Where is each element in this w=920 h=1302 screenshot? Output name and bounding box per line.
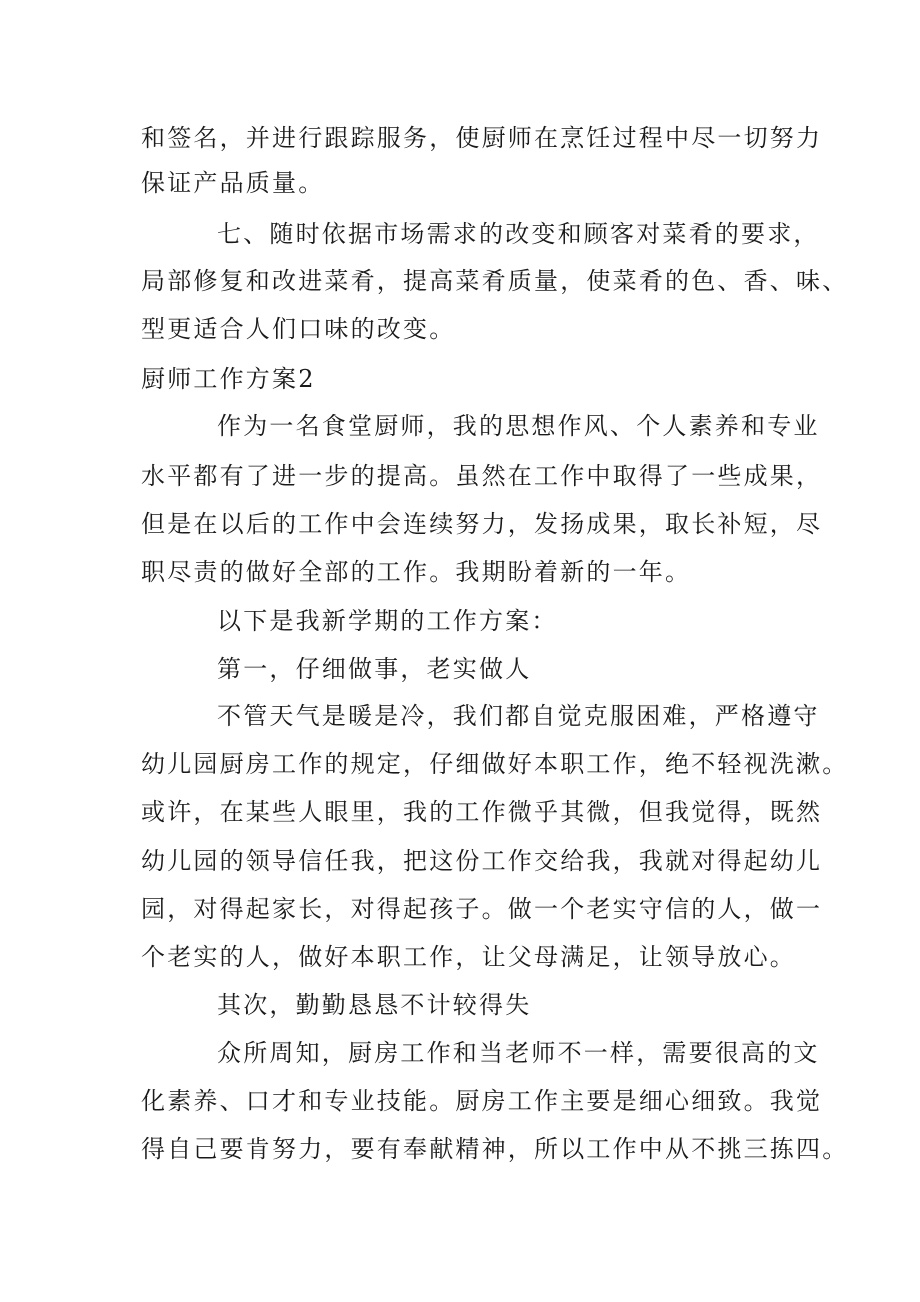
body-text-line: 不管天气是暖是冷，我们都自觉克服困难，严格遵守 xyxy=(217,702,820,730)
section-heading: 厨师工作方案2 xyxy=(141,365,316,393)
body-text-line: 和签名，并进行跟踪服务，使厨师在烹饪过程中尽一切努力 xyxy=(141,124,823,152)
body-text-line: 七、随时依据市场需求的改变和顾客对菜肴的要求， xyxy=(217,220,820,248)
body-text-line: 得自己要肯努力，要有奉献精神，所以工作中从不挑三拣四。 xyxy=(141,1135,849,1163)
body-text-line: 或许，在某些人眼里，我的工作微乎其微，但我觉得，既然 xyxy=(141,798,823,826)
body-text-line: 众所周知，厨房工作和当老师不一样，需要很高的文 xyxy=(217,1039,820,1067)
body-text-line: 幼儿园的领导信任我，把这份工作交给我，我就对得起幼儿 xyxy=(141,847,823,875)
body-text-line: 幼儿园厨房工作的规定，仔细做好本职工作，绝不轻视洗漱。 xyxy=(141,750,849,778)
body-text-line: 水平都有了进一步的提高。虽然在工作中取得了一些成果， xyxy=(141,462,823,490)
body-text-line: 局部修复和改进菜肴，提高菜肴质量，使菜肴的色、香、味、 xyxy=(141,267,849,295)
body-text-line: 型更适合人们口味的改变。 xyxy=(141,315,456,343)
body-text-line: 化素养、口才和专业技能。厨房工作主要是细心细致。我觉 xyxy=(141,1087,823,1115)
body-text-line: 但是在以后的工作中会连续努力，发扬成果，取长补短，尽 xyxy=(141,510,823,538)
body-text-line: 其次，勤勤恳恳不计较得失 xyxy=(217,991,532,1019)
body-text-line: 园，对得起家长，对得起孩子。做一个老实守信的人，做一 xyxy=(141,895,823,923)
body-text-line: 个老实的人，做好本职工作，让父母满足，让领导放心。 xyxy=(141,943,796,971)
body-text-line: 职尽责的做好全部的工作。我期盼着新的一年。 xyxy=(141,558,692,586)
body-text-line: 保证产品质量。 xyxy=(141,169,325,197)
body-text-line: 以下是我新学期的工作方案： xyxy=(217,607,558,635)
body-text-line: 作为一名食堂厨师，我的思想作风、个人素养和专业 xyxy=(217,412,820,440)
body-text-line: 第一，仔细做事，老实做人 xyxy=(217,655,532,683)
